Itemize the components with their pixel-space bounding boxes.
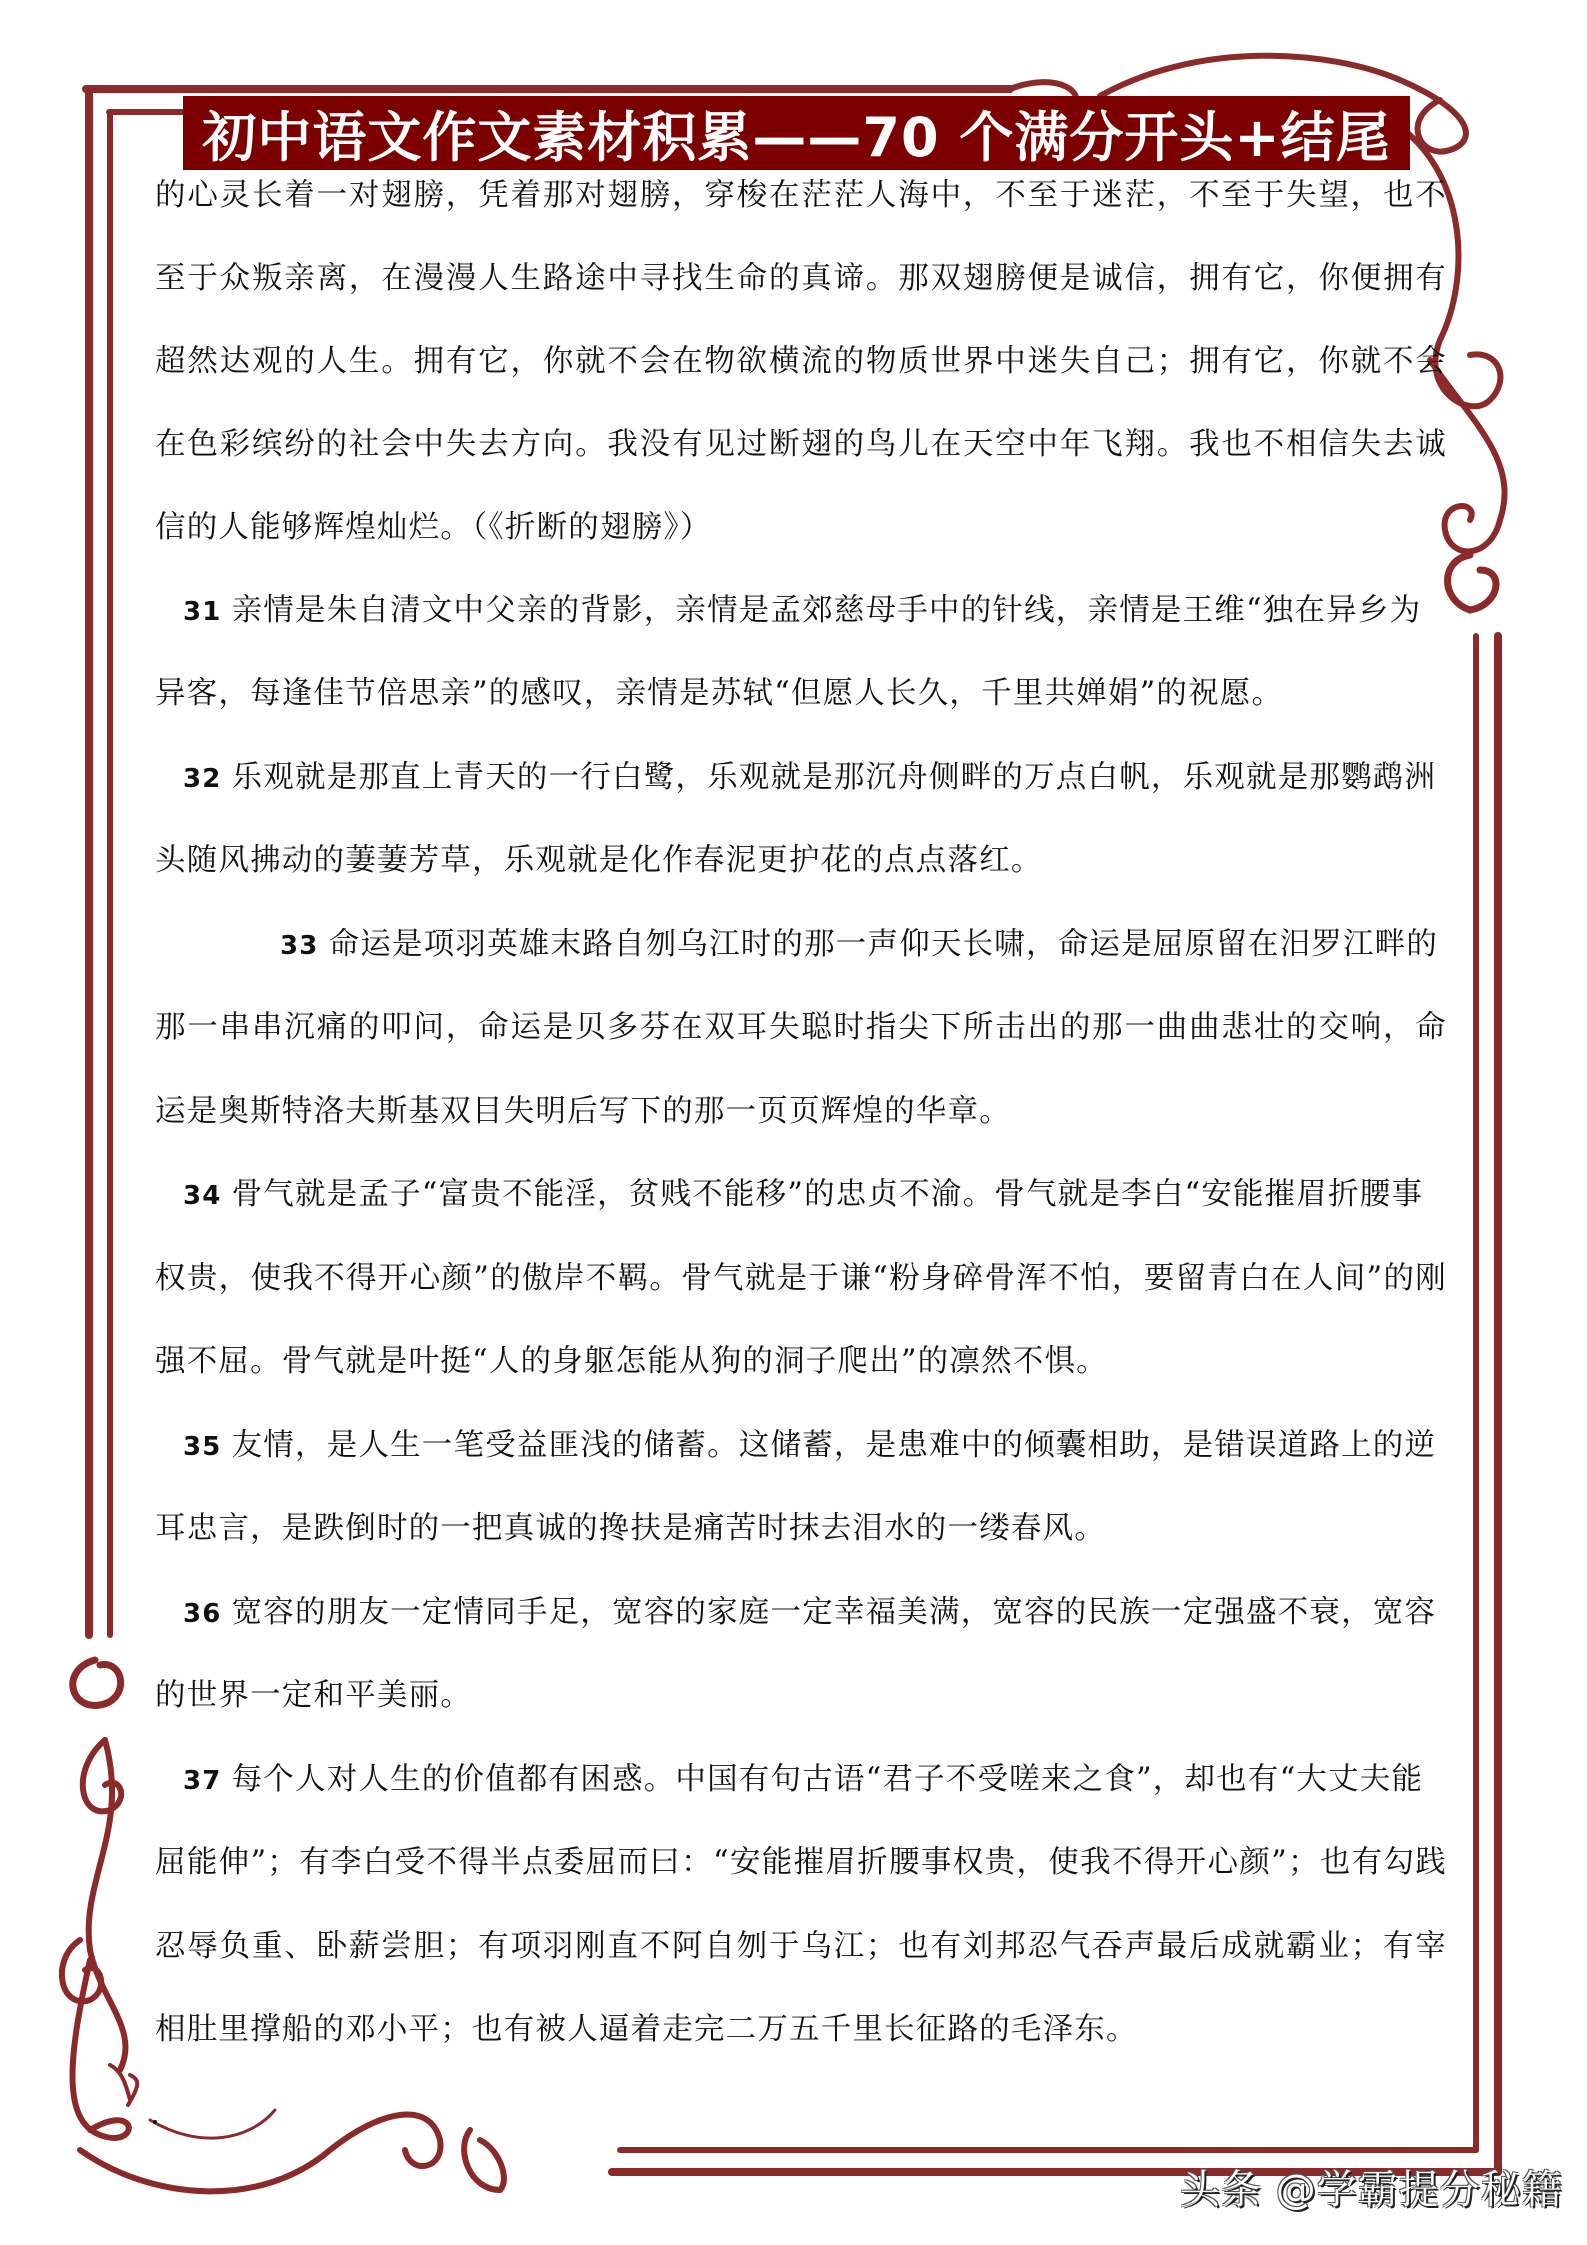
text-line: 忍辱负重、卧薪尝胆；有项羽刚直不阿自刎于乌江；也有刘邦忍气吞声最后成就霸业；有宰 (155, 1929, 1447, 1964)
text-line: 强不屈。骨气就是叶挺“人的身躯怎能从狗的洞子爬出”的凛然不惧。 (155, 1344, 1108, 1379)
text-line: 信的人能够辉煌灿烂。（《折断的翅膀》） (155, 510, 712, 545)
text-line: 那一串串沉痛的叩问，命运是贝多芬在双耳失聪时指尖下所击出的那一曲曲悲壮的交响，命 (155, 1010, 1447, 1045)
text-line: 的心灵长着一对翅膀，凭着那对翅膀，穿梭在茫茫人海中，不至于迷茫，不至于失望，也不 (155, 178, 1447, 213)
paragraph-35-line (155, 1416, 1447, 1476)
paragraph-37-line (155, 1750, 1447, 1810)
text-line: 至于众叛亲离，在漫漫人生路途中寻找生命的真谛。那双翅膀便是诚信，拥有它，你便拥有 (155, 261, 1447, 296)
text-line: 在色彩缤纷的社会中失去方向。我没有见过断翅的鸟儿在天空中年飞翔。我也不相信失去诚 (155, 427, 1447, 462)
paragraph-36-line (155, 1583, 1447, 1643)
text-line: 运是奥斯特洛夫斯基双目失明后写下的那一页页辉煌的华章。 (155, 1094, 1011, 1129)
text-line: 超然达观的人生。拥有它，你就不会在物欲横流的物质世界中迷失自己；拥有它，你就不会 (155, 344, 1447, 379)
text-line: 异客，每逢佳节倍思亲”的感叹，亲情是苏轼“但愿人长久，千里共婵娟”的祝愿。 (155, 676, 1284, 711)
text-span: 骨气就是孟子“富贵不能淫，贫贱不能移”的忠贞不渝。骨气就是李白“安能摧眉折腰事 (231, 1177, 1424, 1212)
paragraph-31-line (155, 581, 1447, 641)
paragraph-number: 36 (183, 1599, 222, 1629)
text-line: 耳忠言，是跌倒时的一把真诚的搀扶是痛苦时抹去泪水的一缕春风。 (155, 1511, 1106, 1546)
text-line: 头随风拂动的萋萋芳草，乐观就是化作春泥更护花的点点落红。 (155, 843, 1043, 878)
document-title: 初中语文作文素材积累——70 个满分开头+结尾 (183, 96, 1410, 170)
paragraph-32-line (155, 748, 1447, 808)
paragraph-33-line (155, 915, 1447, 975)
text-line: 相肚里撑船的邓小平；也有被人逼着走完二万五千里长征路的毛泽东。 (155, 2012, 1138, 2047)
text-span: 宽容的朋友一定情同手足，宽容的家庭一定幸福美满，宽容的民族一定强盛不衰，宽容 (231, 1595, 1437, 1630)
text-span: 每个人对人生的价值都有困惑。中国有句古语“君子不受嗟来之食”，却也有“大丈夫能 (231, 1762, 1424, 1797)
paragraph-number: 37 (183, 1766, 222, 1796)
paragraph-number: 34 (183, 1181, 222, 1211)
text-line: 的世界一定和平美丽。 (155, 1678, 472, 1713)
text-span: 友情，是人生一笔受益匪浅的储蓄。这储蓄，是患难中的倾囊相助，是错误道路上的逆 (231, 1428, 1437, 1463)
text-line: 权贵，使我不得开心颜”的傲岸不羁。骨气就是于谦“粉身碎骨浑不怕，要留青白在人间”的刚 (155, 1261, 1447, 1296)
paragraph-34-line (155, 1165, 1447, 1225)
paragraph-number: 33 (280, 931, 319, 961)
paragraph-number: 31 (183, 597, 222, 627)
text-span: 亲情是朱自清文中父亲的背影，亲情是孟郊慈母手中的针线，亲情是王维“独在异乡为 (231, 593, 1422, 628)
watermark: 头条 @学霸提分秘籍 (1180, 2167, 1563, 2213)
paragraph-number: 32 (183, 764, 222, 794)
text-line: 屈能伸”；有李白受不得半点委屈而曰：“安能摧眉折腰事权贵，使我不得开心颜”；也有勾践 (155, 1845, 1447, 1880)
paragraph-number: 35 (183, 1432, 222, 1462)
text-span: 命运是项羽英雄末路自刎乌江时的那一声仰天长啸，命运是屈原留在汨罗江畔的 (328, 927, 1439, 962)
text-span: 乐观就是那直上青天的一行白鹭，乐观就是那沉舟侧畔的万点白帆，乐观就是那鹦鹉洲 (231, 760, 1437, 795)
stray-dot (153, 2120, 157, 2124)
